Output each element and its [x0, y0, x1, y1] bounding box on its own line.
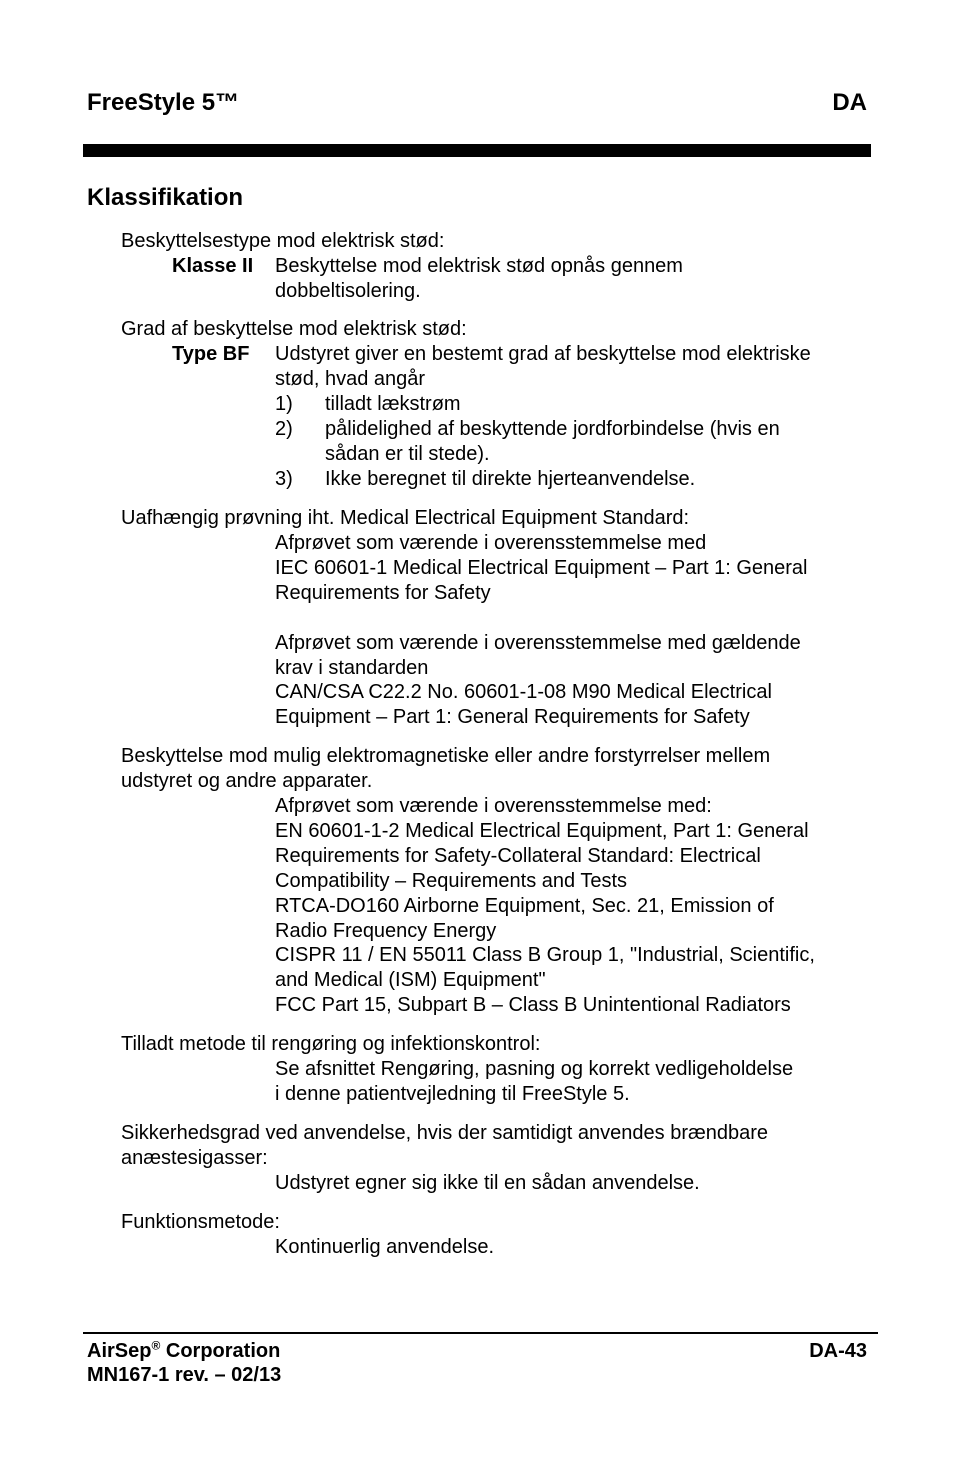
emc-standard-line: and Medical (ISM) Equipment"	[275, 969, 546, 991]
protection-degree-intro: Grad af beskyttelse mod elektrisk stød:	[121, 318, 467, 340]
emc-standard-line: Afprøvet som værende i overensstemmelse med:	[275, 795, 712, 817]
independent-testing-intro: Uafhængig prøvning iht. Medical Electrical Equipment Standard:	[121, 507, 690, 529]
class-label: Klasse II	[172, 255, 254, 277]
standard-line: CAN/CSA C22.2 No. 60601-1-08 M90 Medical Electrical	[275, 681, 772, 703]
section-title: Klassifikation	[87, 184, 244, 211]
emc-standard-line: RTCA-DO160 Airborne Equipment, Sec. 21, Emission of	[275, 895, 774, 917]
anesthetic-safety-line: Udstyret egner sig ikke til en sådan anvendelse.	[275, 1172, 700, 1194]
document-title: FreeStyle 5™	[87, 89, 240, 116]
list-item-text: pålidelighed af beskyttende jordforbindelse (hvis en	[325, 418, 780, 440]
anesthetic-safety-intro-line: Sikkerhedsgrad ved anvendelse, hvis der samtidigt anvendes brændbare	[121, 1122, 769, 1144]
type-label: Type BF	[172, 343, 250, 365]
cleaning-method-line: i denne patientvejledning til FreeStyle 5.	[275, 1083, 630, 1105]
list-item-number: 2)	[275, 418, 293, 440]
emc-standard-line: FCC Part 15, Subpart B – Class B Unintentional Radiators	[275, 994, 791, 1016]
standard-line: Afprøvet som værende i overensstemmelse med gældende	[275, 632, 801, 654]
list-item-number: 1)	[275, 393, 293, 415]
header-divider-bar	[83, 144, 871, 157]
anesthetic-safety-intro-line: anæstesigasser:	[121, 1147, 268, 1169]
company-name: AirSep	[87, 1340, 152, 1362]
emc-intro-line: Beskyttelse mod mulig elektromagnetiske eller andre forstyrrelser mellem	[121, 745, 771, 767]
list-item-number: 3)	[275, 468, 293, 490]
operation-mode-intro: Funktionsmetode:	[121, 1211, 280, 1233]
type-description-line: stød, hvad angår	[275, 368, 426, 390]
standard-line: Equipment – Part 1: General Requirements for Safety	[275, 706, 750, 728]
emc-standard-line: Radio Frequency Energy	[275, 920, 497, 942]
list-item-text: Ikke beregnet til direkte hjerteanvendelse.	[325, 468, 696, 490]
footer-company	[87, 1339, 280, 1363]
list-item-text: tilladt lækstrøm	[325, 393, 461, 415]
footer-page-number: DA-43	[809, 1340, 867, 1362]
operation-mode-line: Kontinuerlig anvendelse.	[275, 1236, 495, 1258]
class-description-line: dobbeltisolering.	[275, 280, 421, 302]
emc-standard-line: Requirements for Safety-Collateral Standard: Electrical	[275, 845, 761, 867]
emc-standard-line: Compatibility – Requirements and Tests	[275, 870, 628, 892]
emc-standard-line: CISPR 11 / EN 55011 Class B Group 1, "Industrial, Scientific,	[275, 944, 815, 966]
standard-line: IEC 60601-1 Medical Electrical Equipment – Part 1: General	[275, 557, 808, 579]
cleaning-method-line: Se afsnittet Rengøring, pasning og korrekt vedligeholdelse	[275, 1058, 794, 1080]
standard-line: Requirements for Safety	[275, 582, 491, 604]
company-suffix: Corporation	[160, 1340, 281, 1362]
registered-mark: ®	[151, 1338, 161, 1353]
footer-document-id: MN167-1 rev. – 02/13	[87, 1364, 282, 1386]
standard-line: krav i standarden	[275, 657, 429, 679]
cleaning-method-intro: Tilladt metode til rengøring og infektionskontrol:	[121, 1033, 541, 1055]
type-description-line: Udstyret giver en bestemt grad af beskyttelse mod elektriske	[275, 343, 811, 365]
language-code: DA	[832, 89, 867, 116]
list-item-text: sådan er til stede).	[325, 443, 490, 465]
class-description-line: Beskyttelse mod elektrisk stød opnås gennem	[275, 255, 683, 277]
protection-type-intro: Beskyttelsestype mod elektrisk stød:	[121, 230, 445, 252]
emc-intro-line: udstyret og andre apparater.	[121, 770, 373, 792]
footer-divider-line	[83, 1332, 878, 1334]
standard-line: Afprøvet som værende i overensstemmelse med	[275, 532, 707, 554]
emc-standard-line: EN 60601-1-2 Medical Electrical Equipment, Part 1: General	[275, 820, 809, 842]
